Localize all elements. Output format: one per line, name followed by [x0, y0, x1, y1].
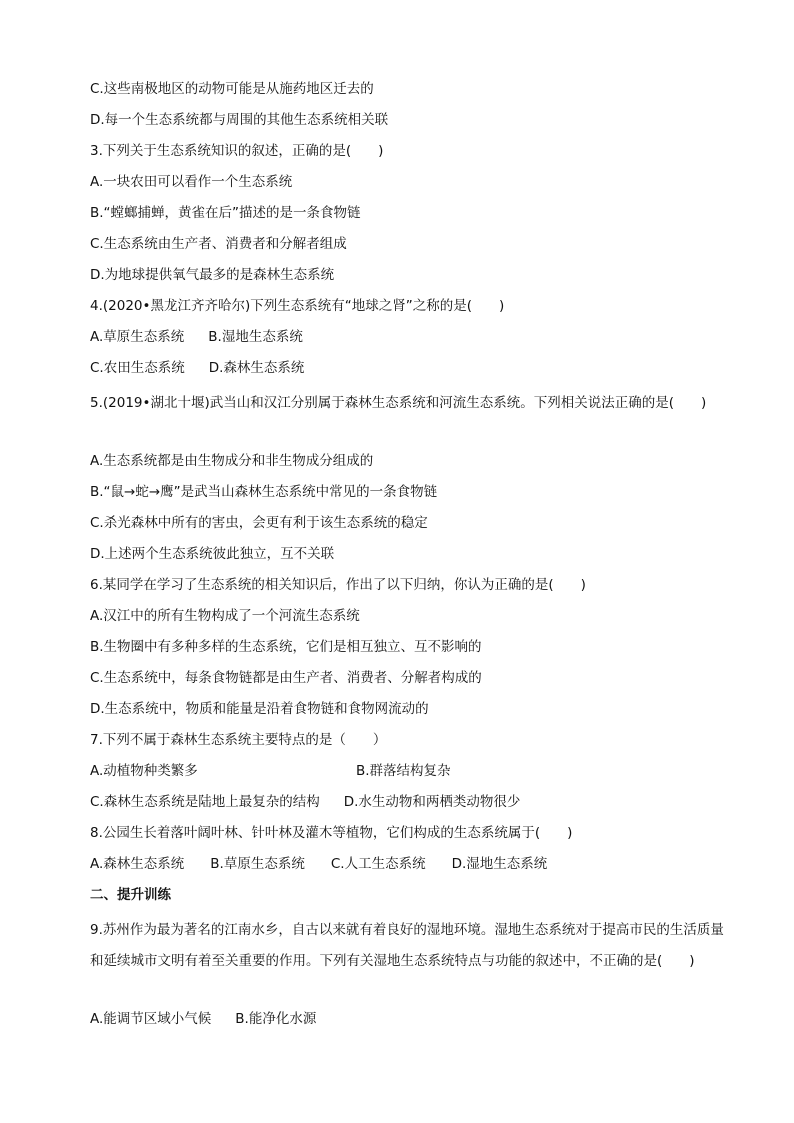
option-a-q3: A.一块农田可以看作一个生态系统: [90, 174, 293, 190]
option-a-q8: A.森林生态系统: [90, 856, 185, 872]
option-c-q6: C.生态系统中，每条食物链都是由生产者、消费者、分解者构成的: [90, 670, 482, 686]
option-b-q9: B.能净化水源: [235, 1011, 317, 1027]
option-c-q4: C.农田生态系统: [90, 360, 185, 376]
options-row-q9: [90, 1008, 730, 1039]
option-a-q6: A.汉江中的所有生物构成了一个河流生态系统: [90, 608, 360, 624]
options-row-q4-ab: [90, 326, 730, 357]
option-d-q8: D.湿地生态系统: [451, 856, 548, 872]
option-d-q3: D.为地球提供氧气最多的是森林生态系统: [90, 267, 335, 283]
option-a-q4: A.草原生态系统: [90, 329, 185, 345]
option-a-q9: A.能调节区域小气候: [90, 1011, 212, 1027]
option-b-q8: B.草原生态系统: [210, 856, 305, 872]
option-b-q7: B.群落结构复杂: [356, 763, 451, 779]
options-row-q7-ab: [90, 760, 730, 791]
option-b-q5: B.“鼠→蛇→鹰”是武当山森林生态系统中常见的一条食物链: [90, 484, 438, 500]
options-row-q7-cd: [90, 791, 730, 822]
question-8: 8.公园生长着落叶阔叶林、针叶林及灌木等植物，它们构成的生态系统属于( ): [90, 825, 573, 841]
question-4: 4.(2020•黑龙江齐齐哈尔)下列生态系统有“地球之肾”之称的是( ): [90, 298, 505, 314]
option-b-q4: B.湿地生态系统: [208, 329, 303, 345]
option-a-q7: A.动植物种类繁多: [90, 763, 198, 779]
document-content: [90, 78, 730, 1039]
option-d-q2: D.每一个生态系统都与周围的其他生态系统相关联: [90, 112, 389, 128]
option-d-q4: D.森林生态系统: [208, 360, 305, 376]
question-6: 6.某同学在学习了生态系统的相关知识后，作出了以下归纳，你认为正确的是( ): [90, 577, 586, 593]
option-c-q8: C.人工生态系统: [330, 856, 426, 872]
option-b-q3: B.“螳螂捕蝉，黄雀在后”描述的是一条食物链: [90, 205, 361, 221]
options-row-q8: [90, 853, 730, 884]
question-5: 5.(2019•湖北十堰)武当山和汉江分别属于森林生态系统和河流生态系统。下列相关说法正确的是( ): [90, 395, 707, 411]
option-c-q3: C.生态系统由生产者、消费者和分解者组成: [90, 236, 347, 252]
option-d-q7: D.水生动物和两栖类动物很少: [343, 794, 521, 810]
option-b-q6: B.生物圈中有多种多样的生态系统，它们是相互独立、互不影响的: [90, 639, 482, 655]
options-row-q4-cd: [90, 357, 730, 388]
option-c-q7: C.森林生态系统是陆地上最复杂的结构: [90, 794, 320, 810]
option-c-q5: C.杀光森林中所有的害虫，会更有利于该生态系统的稳定: [90, 515, 428, 531]
question-9: 9.苏州作为最为著名的江南水乡，自古以来就有着良好的湿地环境。湿地生态系统对于提高市民的生活质量和延续城市文明有着至关重要的作用。下列有关湿地生态系统特点与功能的叙述中，不正确的是( ): [90, 922, 724, 969]
option-c-q2: C.这些南极地区的动物可能是从施药地区迁去的: [90, 81, 374, 97]
section-heading-advanced: 二、提升训练: [90, 887, 171, 903]
option-d-q5: D.上述两个生态系统彼此独立，互不关联: [90, 546, 335, 562]
option-a-q5: A.生态系统都是由生物成分和非生物成分组成的: [90, 453, 374, 469]
option-d-q6: D.生态系统中，物质和能量是沿着食物链和食物网流动的: [90, 701, 429, 717]
question-7: 7.下列不属于森林生态系统主要特点的是（ ）: [90, 732, 387, 748]
question-3: 3.下列关于生态系统知识的叙述，正确的是( ): [90, 143, 384, 159]
